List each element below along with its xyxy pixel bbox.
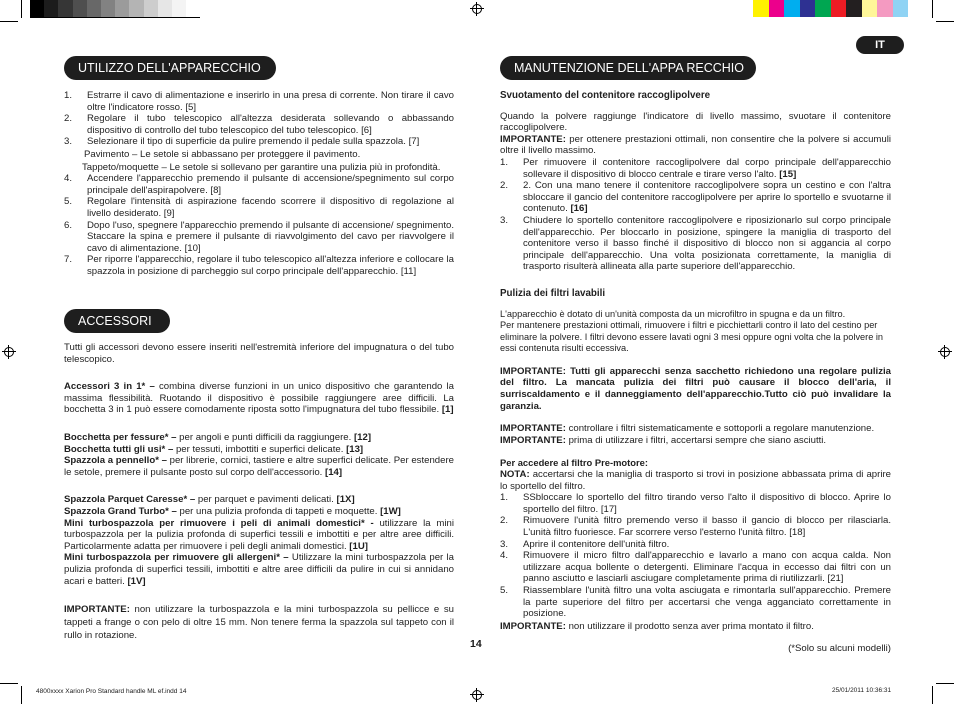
accessories-intro: Tutti gli accessori devono essere inseriti nell'estremità inferiore del impugnatura o del tubo telescopico.: [64, 342, 454, 365]
list-number: 4.: [64, 173, 73, 185]
color-swatch: [30, 0, 44, 17]
color-swatch: [158, 0, 172, 17]
color-swatch: [877, 0, 893, 17]
pre-motore-step: [500, 585, 891, 620]
svuotamento-intro: Quando la polvere raggiunge l'indicatore di livello massimo, svuotare il contenitore raccoglipolvere.: [500, 110, 891, 134]
heading-pulizia-filtri: Pulizia dei filtri lavabili: [500, 287, 606, 299]
list-number: 7.: [64, 254, 73, 266]
registration-mark-right: [938, 345, 952, 359]
usage-step: [64, 90, 454, 113]
color-swatch: [44, 0, 58, 17]
list-number: 6.: [64, 219, 73, 231]
svuotamento-important: IMPORTANTE: per ottenere prestazioni ottimali, non consentire che la polvere si accumuli oltre il livello massimo.: [500, 133, 891, 157]
crop-mark: [0, 21, 18, 22]
pre-motore-nota: NOTA: accertarsi che la maniglia di trasporto si trovi in posizione abbassata prima di aprire lo sportello del filtro.: [500, 469, 891, 492]
registration-mark-left: [2, 345, 16, 359]
list-number: 3.: [500, 538, 509, 550]
pre-motore-step: [500, 492, 891, 515]
crop-mark: [932, 686, 933, 704]
crop-mark: [21, 686, 22, 704]
note-pavimento: Pavimento – Le setole si abbassano per proteggere il pavimento.: [84, 148, 361, 160]
list-text: Per riporre l'apparecchio, regolare il tubo telescopico all'altezza inferiore e collocare la spazzola in posizione di parcheggio sul corpo principale dell'apparecchio. [11]: [87, 254, 454, 277]
list-text: Chiudere lo sportello contenitore raccoglipolvere e riposizionarlo sul corpo principale dell'apparecchio. Per bloccarlo in posizione, spingere la maniglia di trasporto del contenitore verso il basso finché il dispositivo di blocco non si aggancia al corpo principale dell'apparecchio. Una volta posizionata correttamente, la maniglia di trasporto risulterà allineata alla parte superiore dell'apparecchio.: [523, 214, 891, 273]
svuotamento-steps-list: [500, 157, 891, 273]
color-swatch: [101, 0, 115, 17]
usage-step: [64, 136, 454, 148]
color-swatch: [893, 0, 909, 17]
list-text: Dopo l'uso, spegnere l'apparecchio premendo il pulsante di accensione/ spegnimento. Staccare la spina e premere il pulsante di riavvolgimento del cavo per riavvolgere il cavo di alimentazione. [10]: [87, 219, 454, 254]
registration-mark-top: [470, 2, 484, 16]
list-number: 4.: [500, 550, 509, 562]
usage-steps-list: [64, 90, 454, 148]
color-swatch: [186, 0, 200, 17]
filtri-intro: L'apparecchio è dotato di un'unità composta da un microfiltro in spugna e da un filtro.: [500, 308, 846, 319]
crop-mark: [932, 0, 933, 18]
list-text: Regolare l'intensità di aspirazione facendo scorrere il dispositivo di regolazione al livello desiderato. [9]: [87, 196, 454, 219]
svuotamento-step: [500, 180, 891, 215]
section-title-utilizzo: UTILIZZO DELL'APPARECCHIO: [64, 56, 276, 80]
list-number: 3.: [64, 136, 73, 148]
filtri-important-3: IMPORTANTE: prima di utilizzare i filtri, accertarsi sempre che siano asciutti.: [500, 434, 827, 446]
accessory-mini-turbo-pets: Mini turbospazzola per rimuovere i peli di animali domestici* - utilizzare la mini turbospazzola per la pulizia profonda di superfici tessili e imbottiti e per altre aree difficili. Particolarmente adatta per rimuovere i peli degli animali domestici. [1U]: [64, 517, 454, 552]
list-text: Aprire il contenitore dell'unità filtro.: [523, 538, 670, 550]
figure-reference: [16]: [570, 203, 588, 215]
accessory-parquet: Spazzola Parquet Caresse* – per parquet e pavimenti delicati. [1X]: [64, 494, 355, 506]
color-swatch: [846, 0, 862, 17]
list-number: 2.: [500, 515, 509, 527]
slug-left: 4800xxxx Xarion Pro Standard handle ML ef.indd 14: [36, 688, 187, 695]
list-text: Per rimuovere il contenitore raccoglipolvere dal corpo principale dell'apparecchio sollevare il dispositivo di blocco centrale e tirare verso l'alto.: [523, 156, 891, 180]
list-text: Riassemblare l'unità filtro una volta asciugata e rimontarla sull'apparecchio. Premere la parte superiore del filtro per accertarsi che venga agganciato correttamente in posizione.: [523, 584, 891, 620]
color-swatch: [73, 0, 87, 17]
color-swatch: [58, 0, 72, 17]
list-text: Estrarre il cavo di alimentazione e inserirlo in una presa di corrente. Non tirare il cavo oltre l'indicatore rosso. [5]: [87, 90, 454, 113]
registration-mark-bottom: [470, 688, 484, 702]
filtri-maintenance: Per mantenere prestazioni ottimali, rimuovere i filtri e picchiettarli contro il lato del cestino per eliminare la polvere. I filtri devono essere lavati ogni 3 mesi oppure ogni volta che la polvere in essi contenuta risulti eccessiva.: [500, 320, 884, 354]
list-number: 2.: [64, 113, 73, 125]
accessory-grand-turbo: Spazzola Grand Turbo* – per una pulizia profonda di tappeti e moquette. [1W]: [64, 505, 401, 517]
page-number: 14: [470, 638, 482, 650]
crop-mark: [936, 683, 954, 684]
accessory-tutti-usi: Bocchetta tutti gli usi* – per tessuti, imbottiti e superfici delicate. [13]: [64, 443, 364, 455]
accessories-important: IMPORTANTE: non utilizzare la turbospazzola e la mini turbospazzola su pellicce e su tappeti a frange o con pelo di oltre 15 mm. Non tenere ferma la spazzola sul tappeto con il rullo in rotazione.: [64, 604, 454, 642]
usage-step: [64, 196, 454, 219]
accessory-mini-turbo-allergens: Mini turbospazzola per rimuovere gli allergeni* – Utilizzare la mini turbospazzola per la pulizia profonda di superfici tessili, imbottiti e altre aree difficili da pulire in cui si annidano acari e batteri. [1V]: [64, 552, 454, 587]
usage-step: [64, 173, 454, 196]
accessory-pennello: Spazzola a pennello* – per librerie, cornici, tastiere e altre superfici delicate. Per estendere le setole, premere il pulsante posto sul corpo dell'accessorio. [14]: [64, 455, 454, 478]
crop-mark: [0, 683, 18, 684]
crop-mark: [936, 21, 954, 22]
language-badge: IT: [856, 36, 904, 54]
list-text: Selezionare il tipo di superficie da pulire premendo il pedale sulla spazzola. [7]: [87, 136, 420, 148]
section-title-manutenzione: MANUTENZIONE DELL'APPA RECCHIO: [500, 56, 756, 80]
pre-motore-step: [500, 550, 891, 585]
color-swatch: [831, 0, 847, 17]
pre-motore-step: [500, 539, 891, 551]
color-swatch: [800, 0, 816, 17]
color-swatch: [115, 0, 129, 17]
footnote: (*Solo su alcuni modelli): [788, 643, 891, 654]
color-swatch: [172, 0, 186, 17]
pre-motore-important: IMPORTANTE: non utilizzare il prodotto senza aver prima montato il filtro.: [500, 620, 814, 632]
section-title-accessori: ACCESSORI: [64, 309, 170, 333]
slug-right: 25/01/2011 10:36:31: [832, 687, 892, 694]
list-number: 5.: [500, 584, 509, 596]
usage-steps-list-2: [64, 173, 454, 277]
color-swatch: [144, 0, 158, 17]
heading-pre-motore: Per accedere al filtro Pre-motore:: [500, 457, 648, 469]
list-number: 1.: [500, 492, 509, 504]
left-column-usage: [64, 90, 454, 278]
accessory-3in1: Accessori 3 in 1* – combina diverse funzioni in un unico dispositivo che garantendo la massima flessibilità. Ruotando il dispositivo è possibile raggiungere aree difficili. La bocchetta 3 in 1 può essere comodamente riposta sotto l'impugnatura del tubo flessibile. [1]: [64, 381, 454, 416]
filtri-important-bold: IMPORTANTE: Tutti gli apparecchi senza sacchetto richiedono una regolare pulizia del filtro. La mancata pulizia dei filtri può causare il blocco dell'aria, il surriscaldamento e il danneggiamento dell'apparecchio.Tutto ciò può invalidare la garanzia.: [500, 365, 891, 412]
color-swatch: [784, 0, 800, 17]
left-column-accessories: [64, 342, 454, 642]
right-column-maintenance: [500, 90, 891, 632]
color-swatch: [815, 0, 831, 17]
list-number: 2.: [500, 180, 509, 192]
svuotamento-step: [500, 157, 891, 180]
list-number: 1.: [64, 90, 73, 101]
list-text: SSbloccare lo sportello del filtro tirando verso l'alto il dispositivo di blocco. Aprire lo sportello del filtro. [17]: [523, 492, 891, 515]
color-swatch: [753, 0, 769, 17]
pre-motore-steps-list: [500, 492, 891, 620]
color-swatch: [129, 0, 143, 17]
filtri-important-2: IMPORTANTE: controllare i filtri sistematicamente e sottoporli a regolare manutenzione.: [500, 423, 875, 435]
color-swatch: [862, 0, 878, 17]
list-number: 3.: [500, 214, 509, 226]
crop-mark: [21, 0, 22, 18]
list-text: Accendere l'apparecchio premendo il pulsante di accensione/spegnimento sul corpo principale dell'aspirapolvere. [8]: [87, 173, 454, 196]
color-swatch: [87, 0, 101, 17]
svuotamento-step: [500, 215, 891, 273]
list-text: Rimuovere l'unità filtro premendo verso il basso il gancio di blocco per rilasciarla. L'unità filtro fuoriesce. Far scorrere verso l'esterno l'unità filtro. [18]: [523, 515, 891, 538]
figure-reference: [15]: [779, 168, 797, 180]
list-number: 5.: [64, 196, 73, 208]
usage-step: [64, 113, 454, 136]
color-swatch: [769, 0, 785, 17]
usage-step: [64, 220, 454, 255]
usage-step: [64, 254, 454, 277]
accessory-fessure: Bocchetta per fessure* – per angoli e punti difficili da raggiungere. [12]: [64, 431, 372, 443]
list-text: 2. Con una mano tenere il contenitore raccoglipolvere sopra un cestino e con l'altra sbloccare il gancio del contenitore raccoglipolvere per aprire lo sportello e svuotarne il contenuto.: [523, 180, 891, 215]
pre-motore-step: [500, 515, 891, 538]
list-text: Regolare il tubo telescopico all'altezza desiderata sollevando o abbassando dispositivo di controllo del tubo telescopico del tubo telescopico. [6]: [87, 113, 454, 136]
heading-svuotamento: Svuotamento del contenitore raccoglipolvere: [500, 90, 711, 101]
list-number: 1.: [500, 156, 509, 168]
note-tappeto: Tappeto/moquette – Le setole si sollevano per garantire una pulizia più in profondità.: [82, 161, 441, 173]
list-text: Rimuovere il micro filtro dall'apparecchio e lavarlo a mano con acqua calda. Non utilizzare acqua bollente o detergenti. Eliminare l'acqua in eccesso dai filtri con un panno asciutto e lasciarli asciugare completamente prima di riutilizzarli. [21]: [523, 550, 891, 585]
